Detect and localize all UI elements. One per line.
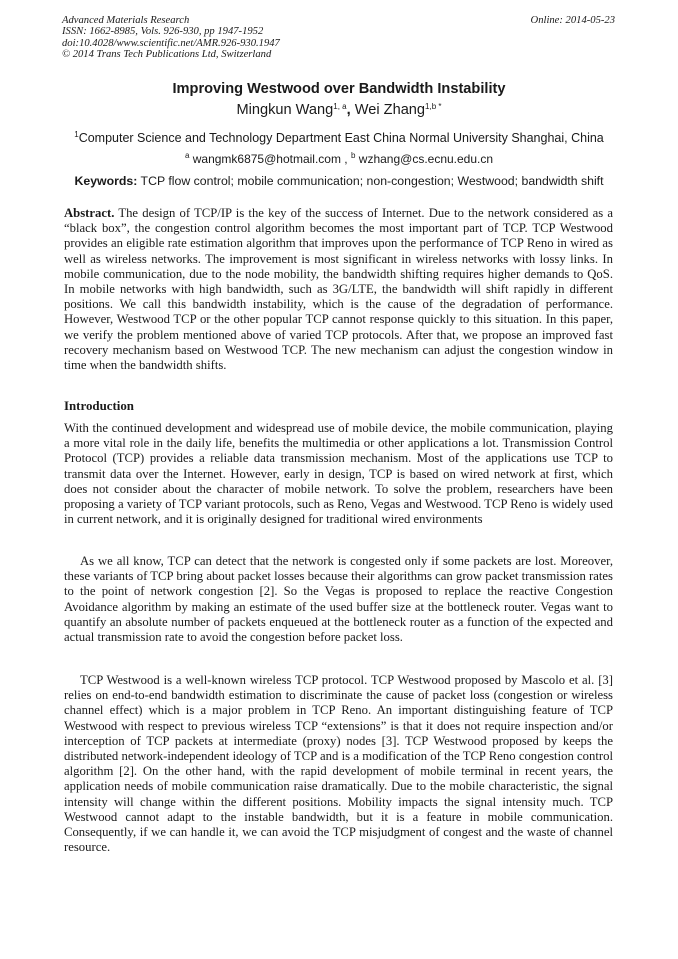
email-mark: b — [350, 151, 356, 160]
author-emails — [0, 152, 678, 166]
online-date: Online: 2014-05-23 — [530, 15, 615, 26]
journal-header — [62, 15, 615, 61]
author-affiliation-mark: 1, a — [333, 102, 347, 111]
email-b: wzhang@cs.ecnu.edu.cn — [355, 152, 494, 166]
journal-issn: ISSN: 1662-8985, Vols. 926-930, pp 1947-1952 — [62, 26, 264, 38]
abstract-paragraph — [64, 206, 613, 373]
author-separator: , — [346, 102, 355, 118]
body-paragraph: TCP Westwood is a well-known wireless TCP protocol. TCP Westwood proposed by Mascolo et al. [3] relies on end-to-end bandwidth estimation to discriminate the cause of packet loss (congestion or wireless channel effect) which is a major problem in TCP Reno. An important distinguishing feature of TCP Westwood with respect to previous wireless TCP “extensions” is that it does not require inspection and/or interception of TCP packets at intermediate (proxy) nodes [3]. TCP Westwood proposed by keeps the distributed network-independent ideology of TCP and is a modification of the TCP Reno congestion control algorithm [2]. On the other hand, with the rapid development of mobile terminal in recent years, the application needs of mobile communication raise dramatically. Due to the mobile characteristic, the signal intensity will change within the different positions. Mobility impacts the signal intensity much. TCP Westwood cannot adapt to the instable bandwidth, but it is a feature in mobile communication. Consequently, if we can handle it, we can avoid the TCP misjudgment of congest and the waste of channel resource. — [64, 673, 613, 855]
paper-title: Improving Westwood over Bandwidth Instability — [172, 81, 506, 97]
affiliation-mark: 1 — [74, 130, 79, 139]
affiliation — [0, 131, 678, 145]
email-a: wangmk6875@hotmail.com , — [189, 152, 351, 166]
keywords-text: TCP flow control; mobile communication; non-congestion; Westwood; bandwidth shift — [137, 174, 604, 188]
keywords-label: Keywords: — [74, 174, 138, 188]
affiliation-text: Computer Science and Technology Department East China Normal University Shanghai, China — [78, 131, 604, 145]
body-paragraph: With the continued development and widespread use of mobile device, the mobile communication, playing a more vital role in the daily life, benefits the multimedia or other applications a lot. Transmission Control Protocol (TCP) provides a reliable data transmission mechanism. Most of the applications use TCP to transmit data over the Internet. However, early in design, TCP is based on wired network at first, which does not consider about the character of mobile network. To solve the problem, researchers have been proposing a variety of TCP variant protocols, such as Reno, Vegas and Westwood. TCP Reno is widely used in current network, and it is originally designed for traditional wired environments — [64, 421, 613, 527]
section-heading: Introduction — [64, 399, 134, 413]
journal-doi: doi:10.4028/www.scientific.net/AMR.926-930.1947 — [62, 37, 280, 49]
abstract-label: Abstract. — [64, 206, 115, 220]
author-name: Wei Zhang — [354, 102, 426, 118]
abstract-text: The design of TCP/IP is the key of the success of Internet. Due to the network considered as a “black box”, the congestion control algorithm becomes the most important part of TCP. TCP Westwood provides an eligible rate estimation algorithm that improves upon the performance of TCP Reno in wired as well as wireless networks. The improvement is most significant in wireless networks with lossy links. In mobile communication, due to the node mobility, the bandwidth shifting requires higher demands to QoS. In mobile networks with high bandwidth, such as 3G/LTE, the bandwidth will shift rapidly in different positions. We call this bandwidth instability, which is the cause of the degradation of performance. However, Westwood TCP or the other popular TCP cannot response quickly to this situation. In this paper, we verify the problem mentioned above of varied TCP protocols. After that, we propose an improved fast recovery mechanism based on Westwood TCP. The new mechanism can adjust the congestion window in time when the bandwidth shifts. — [64, 206, 613, 373]
keywords-line — [0, 174, 678, 188]
author-affiliation-mark: 1,b * — [425, 102, 442, 111]
journal-copyright: © 2014 Trans Tech Publications Ltd, Switzerland — [62, 49, 272, 61]
journal-name: Advanced Materials Research — [62, 15, 190, 26]
author-name: Mingkun Wang — [236, 102, 334, 118]
email-mark: a — [184, 151, 190, 160]
body-paragraph: As we all know, TCP can detect that the network is congested only if some packets are lost. Moreover, these variants of TCP bring about packet losses because their algorithms can grow packet transmission rates to the point of network congestion [2]. So the Vegas is proposed to replace the reactive Congestion Avoidance algorithm by making an estimate of the used buffer size at the bottleneck router. Vegas want to quantify an absolute number of packets enqueued at the bottleneck router as a function of the expected and actual transmission rate to avoid the congestion before packet loss. — [64, 554, 613, 645]
author-line — [0, 102, 678, 118]
